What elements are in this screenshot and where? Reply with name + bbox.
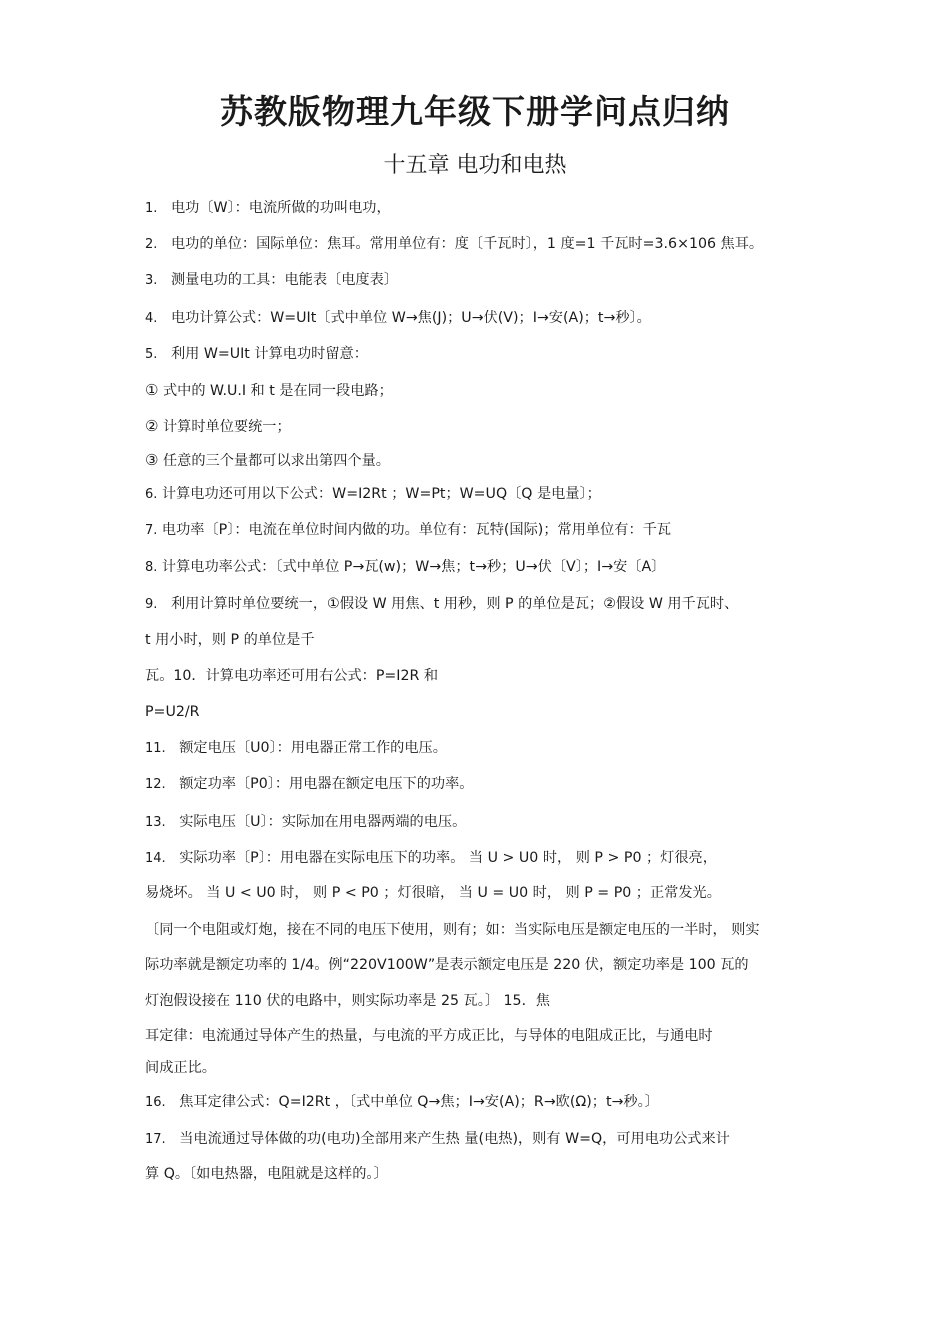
list-item: 2. 电功的单位：国际单位：焦耳。常用单位有：度〔千瓦时〕，1 度=1 千瓦时=3.6×106 焦耳。	[145, 236, 764, 252]
list-item: ① 式中的 W.U.I 和 t 是在同一段电路；	[145, 381, 393, 399]
list-item: 13. 实际电压〔U〕：实际加在用电器两端的电压。	[145, 814, 467, 830]
list-item: 6. 计算电功还可用以下公式：W=I2Rt ；W=Pt；W=UQ〔Q 是电量〕；	[145, 486, 601, 502]
list-item: ② 计算时单位要统一；	[145, 417, 291, 435]
list-item: 际功率就是额定功率的 1/4。例“220V100W”是表示额定电压是 220 伏，额定功率是 100 瓦的	[145, 957, 749, 973]
list-item: 1. 电功〔W〕：电流所做的功叫电功，	[145, 200, 391, 216]
list-item: P=U2/R	[145, 704, 200, 720]
list-item: t 用小时，则 P 的单位是千	[145, 632, 315, 648]
list-item: 9. 利用计算时单位要统一，①假设 W 用焦、t 用秒，则 P 的单位是瓦；②假设 W 用千瓦时、	[145, 596, 739, 612]
list-item: 11. 额定电压〔U0〕：用电器正常工作的电压。	[145, 740, 447, 756]
list-item: 耳定律：电流通过导体产生的热量，与电流的平方成正比，与导体的电阻成正比，与通电时	[145, 1028, 713, 1044]
list-item: 间成正比。	[145, 1060, 216, 1076]
list-item: 4. 电功计算公式：W=UIt〔式中单位 W→焦(J)；U→伏(V)；I→安(A)；t→秒〕。	[145, 310, 651, 326]
list-item: ③ 任意的三个量都可以求出第四个量。	[145, 451, 390, 469]
list-item: 3. 测量电功的工具：电能表〔电度表〕	[145, 272, 398, 288]
list-item: 16. 焦耳定律公式：Q=I2Rt ，〔式中单位 Q→焦；I→安(A)；R→欧(Ω)；t→秒。〕	[145, 1094, 659, 1110]
list-item: 5. 利用 W=UIt 计算电功时留意：	[145, 346, 368, 362]
list-item: 〔同一个电阻或灯炮，接在不同的电压下使用，则有；如：当实际电压是额定电压的一半时， 则实	[145, 922, 760, 938]
list-item: 瓦。10．计算电功率还可用右公式：P=I2R 和	[145, 668, 439, 684]
document-title: 苏教版物理九年级下册学问点归纳	[220, 92, 730, 131]
list-item: 14. 实际功率〔P〕：用电器在实际电压下的功率。 当 U > U0 时， 则 P > P0 ；灯很亮，	[145, 850, 717, 866]
list-item: 算 Q。〔如电热器，电阻就是这样的。〕	[145, 1166, 388, 1182]
list-item: 12. 额定功率〔P0〕：用电器在额定电压下的功率。	[145, 776, 474, 792]
chapter-subtitle: 十五章 电功和电热	[383, 153, 567, 178]
list-item: 7. 电功率〔P〕：电流在单位时间内做的功。单位有：瓦特(国际)；常用单位有：千瓦	[145, 522, 672, 538]
list-item: 17. 当电流通过导体做的功(电功)全部用来产生热 量(电热)，则有 W=Q，可用电功公式来计	[145, 1131, 730, 1147]
list-item: 灯泡假设接在 110 伏的电路中，则实际功率是 25 瓦。〕 15．焦	[145, 993, 550, 1009]
list-item: 8. 计算电功率公式：〔式中单位 P→瓦(w)；W→焦；t→秒；U→伏〔V〕；I→安〔A〕	[145, 559, 666, 575]
list-item: 易烧坏。 当 U < U0 时， 则 P < P0 ；灯很暗， 当 U = U0 时， 则 P = P0 ；正常发光。	[145, 885, 721, 901]
